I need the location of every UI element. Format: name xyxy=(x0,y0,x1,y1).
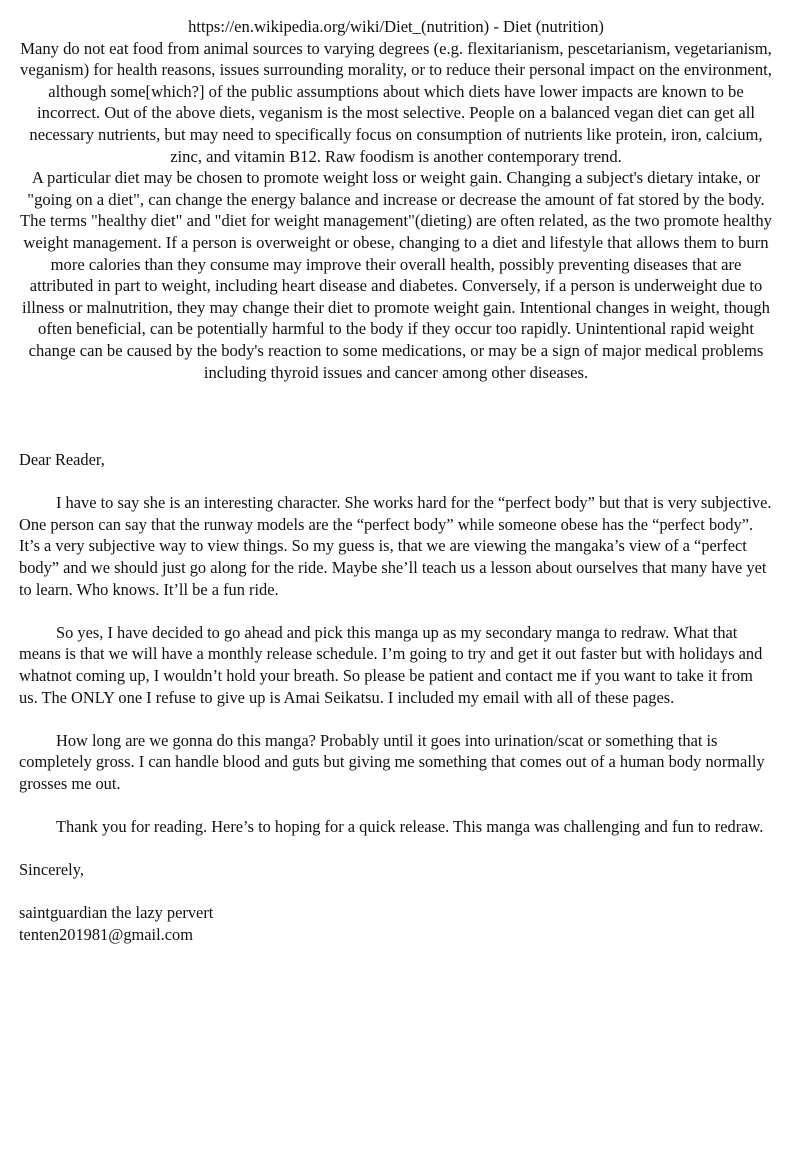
excerpt-paragraph: Many do not eat food from animal sources to varying degrees (e.g. flexitarianism, pescetarianism, vegetarianism, veganism) for health reasons, issues surrounding morality, or to reduce their personal impact on the environment, although some[which?] of the public assumptions about which diets have lower impacts are known to be incorrect. Out of the above diets, veganism is the most selective. People on a balanced vegan diet can get all necessary nutrients, but may need to specifically focus on consumption of nutrients like protein, iron, calcium, zinc, and vitamin B12. Raw foodism is another contemporary trend. xyxy=(20,38,772,166)
letter-greeting: Dear Reader, xyxy=(19,450,105,469)
source-line: https://en.wikipedia.org/wiki/Diet_(nutrition) - Diet (nutrition) xyxy=(188,17,604,36)
letter-paragraph: How long are we gonna do this manga? Probably until it goes into urination/scat or something that is completely gross. I can handle blood and guts but giving me something that comes out of a human body normally grosses me out. xyxy=(19,730,765,793)
excerpt-paragraph: A particular diet may be chosen to promote weight loss or weight gain. Changing a subject's dietary intake, or "going on a diet", can change the energy balance and increase or decrease the amount of fat stored by the body. The terms "healthy diet" and "diet for weight management"(dieting) are often related, as the two promote healthy weight management. If a person is overweight or obese, changing to a diet and lifestyle that allows them to burn more calories than they consume may improve their overall health, possibly preventing diseases that are attributed in part to weight, including heart disease and diabetes. Conversely, if a person is underweight due to illness or malnutrition, they may change their diet to promote weight gain. Intentional changes in weight, though often beneficial, can be potentially harmful to the body if they occur too rapidly. Unintentional rapid weight change can be caused by the body's reaction to some medications, or may be a sign of major medical problems including thyroid issues and cancer among other diseases. xyxy=(20,168,772,382)
letter-closing: Sincerely, xyxy=(19,860,84,880)
signature-name: saintguardian the lazy pervert xyxy=(19,903,214,923)
letter-paragraph: So yes, I have decided to go ahead and pick this manga up as my secondary manga to redraw. What that means is that we will have a monthly release schedule. I’m going to try and get it out faster but with holidays and whatnot coming up, I wouldn’t hold your breath. So please be patient and contact me if you want to take it from us. The ONLY one I refuse to give up is Amai Seikatsu. I included my email with all of these pages. xyxy=(19,622,763,707)
signature-email[interactable]: tenten201981@gmail.com xyxy=(19,925,193,945)
letter-paragraph: Thank you for reading. Here’s to hoping for a quick release. This manga was challenging and fun to redraw. xyxy=(56,817,764,837)
letter xyxy=(19,449,775,946)
wikipedia-excerpt xyxy=(18,16,774,383)
letter-paragraph: I have to say she is an interesting character. She works hard for the “perfect body” but that is very subjective. One person can say that the runway models are the “perfect body” while someone obese has the “perfect body”. It’s a very subjective way to view things. So my guess is, that we are viewing the mangaka’s view of a “perfect body” and we should just go along for the ride. Maybe she’ll teach us a lesson about ourselves that many have yet to learn. Who knows. It’ll be a fun ride. xyxy=(19,493,772,599)
